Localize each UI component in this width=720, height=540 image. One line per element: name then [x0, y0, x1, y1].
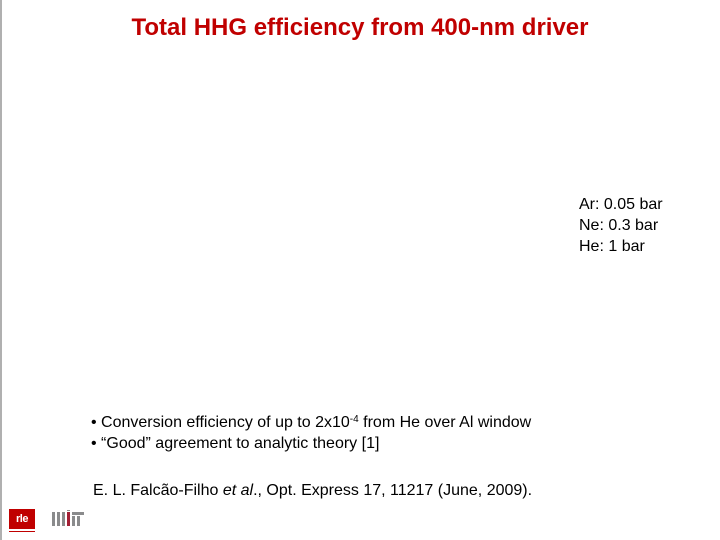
legend-ar: Ar: 0.05 bar	[579, 196, 663, 213]
legend-he: He: 1 bar	[579, 238, 645, 255]
mit-logo	[52, 510, 84, 528]
legend-ne: Ne: 0.3 bar	[579, 217, 659, 234]
bullet1-prefix: • Conversion efficiency of up to 2x10	[91, 414, 350, 431]
bullet-agreement: • “Good” agreement to analytic theory [1]	[91, 435, 380, 452]
slide-left-border	[0, 0, 2, 540]
rle-logo-underline	[9, 531, 35, 535]
ref-et-al: et al	[222, 482, 254, 499]
bullet-conversion-efficiency	[91, 412, 531, 433]
bullet1-suffix: from He over Al window	[358, 414, 532, 431]
reference-citation	[93, 482, 532, 500]
gas-pressure-legend	[579, 194, 663, 257]
ref-authors: E. L. Falcão-Filho	[93, 482, 223, 499]
bullet1-exponent: -4	[349, 414, 359, 425]
slide-title: Total HHG efficiency from 400-nm driver	[131, 14, 589, 41]
rle-logo: rle	[9, 509, 35, 529]
ref-rest: ., Opt. Express 17, 11217 (June, 2009).	[253, 482, 533, 499]
bullet-list	[91, 412, 531, 454]
